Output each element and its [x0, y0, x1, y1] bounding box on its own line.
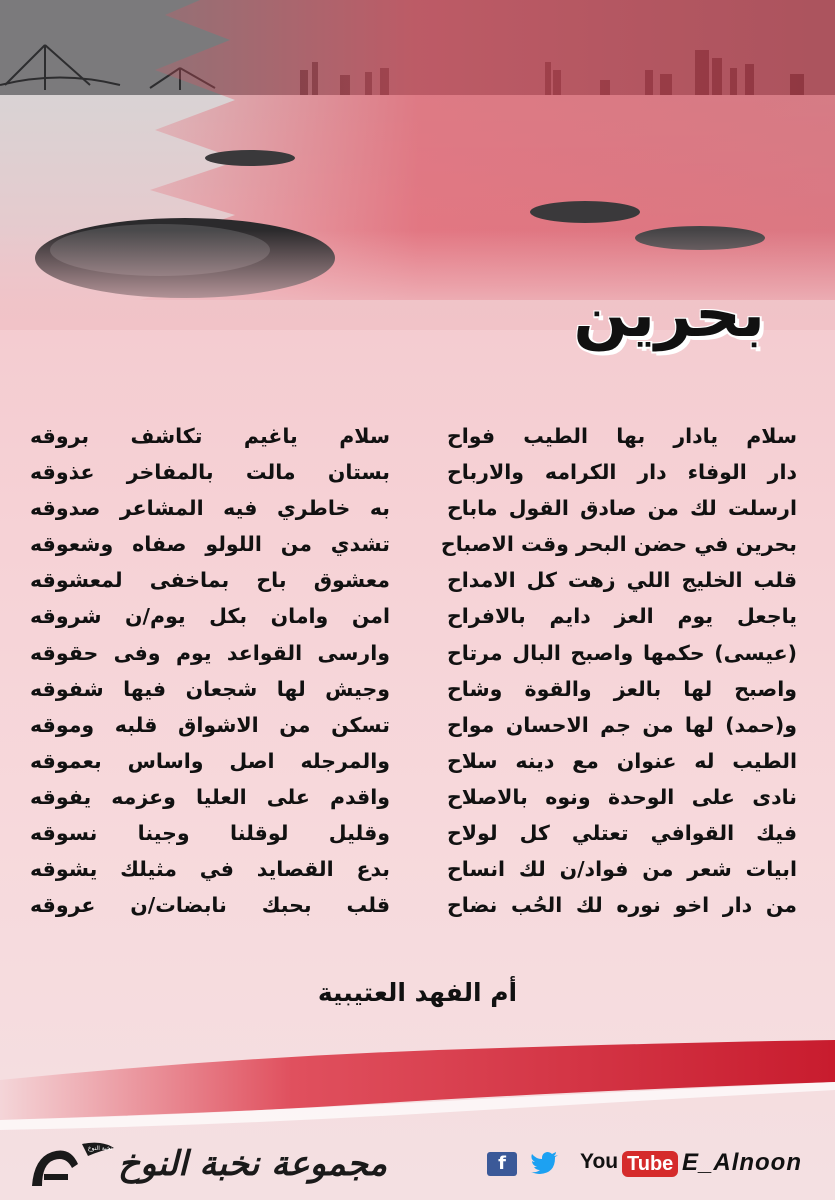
poem-left-column [30, 418, 390, 923]
poem-title: بحرين [573, 278, 765, 352]
verse-line: قلب الخليج اللي زهت كل الامداح [447, 568, 797, 593]
verse-line: وجيش لها شجعان فيها شفوقه [30, 676, 390, 701]
logo-lettering: نخبة النوخ [87, 1145, 113, 1152]
verse-line: ياجعل يوم العز دايم بالافراح [447, 604, 797, 629]
verse-line: و(حمد) لها من جم الاحسان مواح [447, 712, 797, 737]
verse-line: قلب بحبك نابضات/ن عروقه [30, 893, 390, 918]
verse-line: بحرين في حضن البحر وقت الاصباح [440, 532, 797, 557]
group-name: مجموعة نخبة النوخ [118, 1144, 388, 1184]
verse-line: من دار اخو نوره لك الحُب نضاح [447, 893, 797, 918]
verse-line: امن وامان بكل يوم/ن شروقه [30, 604, 390, 629]
verse-line: واصبح لها بالعز والقوة وشاح [447, 676, 797, 701]
facebook-icon[interactable]: f [487, 1152, 517, 1176]
verse-line: معشوق باح بماخفى لمعشوقه [30, 568, 390, 593]
group-logo-icon [22, 1138, 117, 1193]
verse-line: والمرجله اصل واساس بعموقه [30, 748, 390, 773]
verse-line: وقليل لوقلنا وجينا نسوقه [30, 821, 390, 846]
verse-line: نادى على الوحدة ونوه بالاصلاح [447, 784, 797, 809]
flag-wave-decoration [0, 1020, 835, 1130]
verse-line: فيك القوافي تعتلي كل لولاح [447, 821, 797, 846]
author-signature: أم الفهد العتيبية [317, 978, 518, 1007]
verse-line: ارسلت لك من صادق القول ماباح [447, 496, 797, 521]
verse-line: تشدي من اللولو صفاه وشعوقه [30, 532, 390, 557]
verse-line: ابيات شعر من فواد/ن لك انساح [447, 857, 797, 882]
verse-line: سلام ياغيم تكاشف بروقه [30, 424, 390, 448]
twitter-icon[interactable] [527, 1152, 563, 1176]
verse-line: (عيسى) حكمها واصبح البال مرتاح [447, 640, 797, 665]
verse-line: تسكن من الاشواق قلبه وموقه [30, 712, 390, 737]
verse-line: به خاطري فيه المشاعر صدوقه [30, 496, 390, 521]
verse-line: بستان مالت بالمفاخر عذوقه [30, 460, 390, 485]
poem-right-column [440, 418, 797, 923]
youtube-you-label[interactable]: You [580, 1150, 619, 1173]
footer-bar [0, 1130, 835, 1200]
verse-line: الطيب له عنوان مع دينه سلاح [447, 748, 797, 773]
verse-line: وارسى القواعد يوم وفى حقوقه [30, 640, 390, 665]
verse-line: سلام يادار بها الطيب فواح [447, 424, 797, 448]
verse-line: واقدم على العليا وعزمه يفوقه [30, 784, 390, 809]
youtube-tube-label[interactable]: Tube [622, 1151, 678, 1177]
verse-line: بدع القصايد في مثيلك يشوقه [30, 857, 390, 882]
verse-line: دار الوفاء دار الكرامه والارباح [447, 460, 797, 485]
social-handle: E_Alnoon [682, 1149, 802, 1176]
